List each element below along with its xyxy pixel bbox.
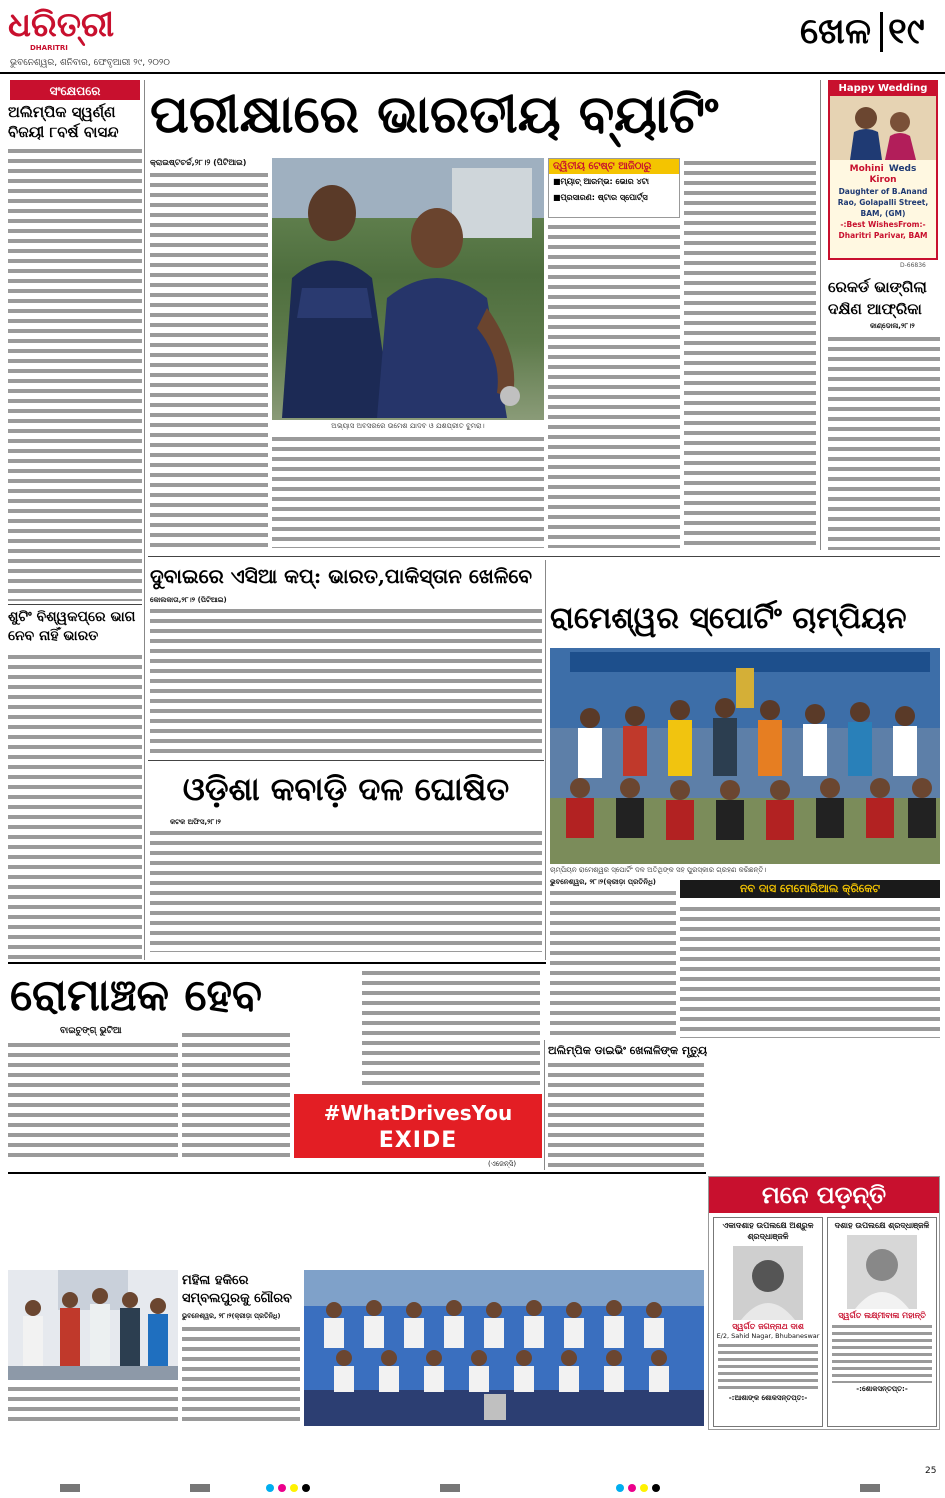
obituary-right-title: ଦଶାହ ଉପଲକ୍ଷେ ଶ୍ରଦ୍ଧାଞ୍ଜଳି — [834, 1221, 930, 1230]
obituary-right-body — [832, 1323, 932, 1383]
kabaddi-headline: ଓଡ଼ିଶା କବାଡ଼ି ଦଳ ଘୋଷିତ — [182, 770, 510, 808]
bride-name: Mohini — [849, 164, 884, 174]
sidebar-rule — [8, 604, 142, 605]
obituary-left-title: ଏକାଦଶାହ ଉପଲକ୍ଷେ ଅଶ୍ରୁଳ ଶ୍ରଦ୍ଧାଞ୍ଜଳି — [722, 1221, 814, 1241]
hockey-dateline: ଭୁବନେଶ୍ୱର, ୨୮।୨(କ୍ରୀଡ଼ା ପ୍ରତିନିଧି) — [182, 1312, 281, 1320]
olympic-death-headline: ଅଲିମ୍ପିକ ଡାଇଭିଂ ଖେଳାଳିଙ୍କ ମୃତ୍ୟୁ — [548, 1044, 708, 1057]
obituary-header-text: ମନେ ପଡ଼ନ୍ତି — [761, 1181, 887, 1209]
sidebar-header-text: ସଂକ୍ଷେପରେ — [49, 84, 101, 98]
rameswar-divider — [545, 560, 546, 960]
obituary-left-portrait — [733, 1246, 803, 1320]
obituary-right — [827, 1217, 937, 1427]
rule-mid1 — [148, 556, 940, 557]
wedding-line1: Daughter of B.Anand — [838, 187, 928, 196]
obituary-left-addr: E/2, Sahid Nagar, Bhubaneswar — [716, 1332, 820, 1340]
hockey-body — [182, 1324, 300, 1424]
obituary-left-name: ସ୍ୱର୍ଗତ ଜଗନ୍ନାଥ ଦାଶ — [732, 1322, 804, 1331]
rameswar-col1-body — [550, 888, 676, 1038]
obituary-right-name: ସ୍ୱର୍ଗତ ଲକ୍ଷ୍ମୀବାଳା ମହାନ୍ତି — [838, 1311, 926, 1320]
sidebar-header — [10, 80, 140, 100]
rule-asia — [148, 760, 544, 761]
masthead-logo-sub: DHARITRI — [30, 44, 68, 52]
masthead-logo: ଧରିତ୍ରୀ — [8, 5, 115, 45]
kabaddi-body — [150, 828, 542, 952]
kabaddi-dateline: କଟକ ଅଫିସ,୨୮।୨ — [170, 818, 221, 826]
infobox-line1: ■ମ୍ୟାଚ୍ ଆରମ୍ଭ: ଭୋର ୪ଟା — [553, 177, 649, 186]
sidebar-item1-title: ଅଲିମ୍ପିକ ସ୍ୱର୍ଣ୍ଣ ବିଜୟୀ ୮ବର୍ଷ ବାସନ୍ଦ — [8, 103, 119, 141]
print-marks — [0, 1480, 945, 1498]
exide-hashtag: #WhatDrivesYou — [323, 1101, 513, 1125]
romanch-divider — [544, 1040, 545, 1170]
wedding-line3: BAM, (GM) — [860, 209, 906, 218]
lead-headline: ପରୀକ୍ଷାରେ ଭାରତୀୟ ବ୍ୟାଟିଂ — [150, 84, 719, 145]
sidebar-divider — [144, 80, 145, 960]
rule-bottom — [8, 1172, 706, 1174]
page-number: ୧୯ — [888, 11, 925, 52]
lead-col1-body — [150, 170, 268, 548]
obituary-left-footer: -:ଆଶାଙ୍କ ଶୋକସନ୍ତପ୍ତ:- — [728, 1394, 808, 1402]
sidebar-item2-title: ଶୁଟିଂ ବିଶ୍ୱକପ୍‌ରେ ଭାଗ ନେବ ନାହିଁ ଭାରତ — [8, 609, 136, 644]
groom-name: Kiron — [869, 175, 897, 185]
lead-infobox — [548, 158, 680, 218]
hockey-team-photo — [304, 1270, 704, 1426]
lead-col2-body — [272, 434, 544, 548]
obituary-right-footer: -:ଶୋକସନ୍ତପ୍ତ:- — [856, 1385, 908, 1393]
footer-page: 25 — [925, 1466, 937, 1476]
rameswar-caption: ଚାମ୍ପିୟନ ରାମେଶ୍ୱର ସ୍ପୋର୍ଟିଂ ଦଳ ଅତିଥିଙ୍କ ସହ ପୁରସ୍କାର ଗ୍ରହଣ କରିଛନ୍ତି। — [550, 866, 767, 874]
rameswar-subhead: ନବ ଦାସ ମେମୋରିଆଲ କ୍ରିକେଟ — [680, 880, 940, 898]
section-name: ଖେଳ — [800, 11, 871, 52]
sidebar-item2-body — [8, 652, 142, 962]
olympic-death-body — [548, 1060, 704, 1168]
wedding-line5: Dharitri Parivar, BAM — [838, 231, 928, 240]
weds-label: Weds — [888, 164, 917, 174]
rule-mid2 — [8, 962, 546, 964]
record-headline: ରେକର୍ଡ ଭାଙ୍ଗିଲା ଦକ୍ଷିଣ ଆଫ୍ରିକା — [828, 278, 927, 318]
wedding-line2: Rao, Golapalli Street, — [837, 198, 929, 207]
romanch-source: (ଏଜେନ୍ସି) — [488, 1160, 517, 1168]
lead-divider — [820, 80, 821, 550]
rameswar-dateline: ଭୁବନେଶ୍ୱର, ୨୮।୨(କ୍ରୀଡ଼ା ପ୍ରତିନିଧି) — [550, 878, 657, 886]
masthead-dateline: ଭୁବନେଶ୍ୱର, ଶନିବାର, ଫେବୃଆରୀ ୨୯, ୨୦୨୦ — [10, 58, 170, 68]
wedding-ad — [828, 80, 938, 260]
romanch-col2-body — [182, 1030, 290, 1160]
romanch-col1-body — [8, 1040, 178, 1160]
obituary-block — [708, 1176, 940, 1430]
masthead — [0, 0, 945, 74]
footer-colorbar — [0, 1480, 945, 1498]
masthead-rule — [0, 72, 945, 74]
asia-cup-headline: ଦୁବାଇରେ ଏସିଆ କପ୍: ଭାରତ,ପାକିସ୍ତାନ ଖେଳିବେ — [150, 564, 532, 588]
exide-ad — [294, 1094, 542, 1158]
rameswar-photo-art — [550, 648, 940, 864]
wedding-ad-title: Happy Wedding — [830, 82, 936, 96]
wedding-ad-code: D-66836 — [900, 262, 926, 269]
rameswar-headline: ରାମେଶ୍ୱର ସ୍ପୋର୍ଟିଂ ଚାମ୍ପିୟନ — [550, 601, 907, 636]
lead-col4-body — [684, 158, 816, 548]
wedding-couple-photo — [830, 96, 936, 160]
obituary-right-portrait — [847, 1235, 917, 1309]
asia-cup-dateline: କୋଲକାତା,୨୮।୨ (ପିଟିଆଇ) — [150, 596, 227, 604]
hockey-photo-left-caption — [8, 1384, 178, 1424]
exide-brand: EXIDE — [378, 1128, 458, 1153]
romanch-headline: ରୋମାଞ୍ଚକ ହେବ — [10, 970, 263, 1021]
rameswar-col2-body — [680, 904, 940, 1038]
romanch-col3-body — [362, 968, 540, 1088]
lead-photo-art — [272, 158, 544, 420]
lead-photo — [272, 158, 544, 420]
asia-cup-body — [150, 606, 542, 756]
hockey-team-art — [304, 1270, 704, 1426]
obituary-left — [713, 1217, 823, 1427]
obituary-left-body — [718, 1342, 818, 1392]
rameswar-photo — [550, 648, 940, 864]
romanch-byline: ବାଇଚୁଙ୍ଗ୍ ଭୁଟିଆ — [60, 1026, 122, 1036]
sidebar-item1-body — [8, 146, 142, 601]
hockey-podium-art — [8, 1270, 178, 1380]
lead-photo-caption: ଅଭ୍ୟାସ ଅବସରରେ ଉମେଶ ଯାଦବ ଓ ଯଶପ୍ରୀତ ବୁମରା। — [331, 422, 485, 430]
record-dateline: କାଣ୍ଡୋଳା,୨୮।୨ — [870, 322, 915, 330]
obituary-header — [709, 1177, 939, 1213]
wedding-line4: -:Best WishesFrom:- — [840, 220, 926, 229]
lead-dateline: କ୍ରାଇଷ୍ଟଚର୍ଚ୍ଚ,୨୮।୨ (ପିଟିଆଇ) — [150, 158, 247, 167]
section-divider — [880, 12, 883, 52]
infobox-title: ଦ୍ୱିତୀୟ ଟେଷ୍ଟ ଆଜିଠାରୁ — [549, 159, 679, 174]
lead-col3-body — [548, 222, 680, 548]
hockey-headline: ମହିଳା ହକିରେ ସମ୍ବଲପୁରକୁ ଗୌରବ — [182, 1273, 292, 1306]
record-body — [828, 334, 940, 550]
infobox-line2: ■ପ୍ରସାରଣ: ଷ୍ଟାର ସ୍ପୋର୍ଟ୍ସ — [553, 193, 648, 202]
hockey-photo-left — [8, 1270, 178, 1380]
